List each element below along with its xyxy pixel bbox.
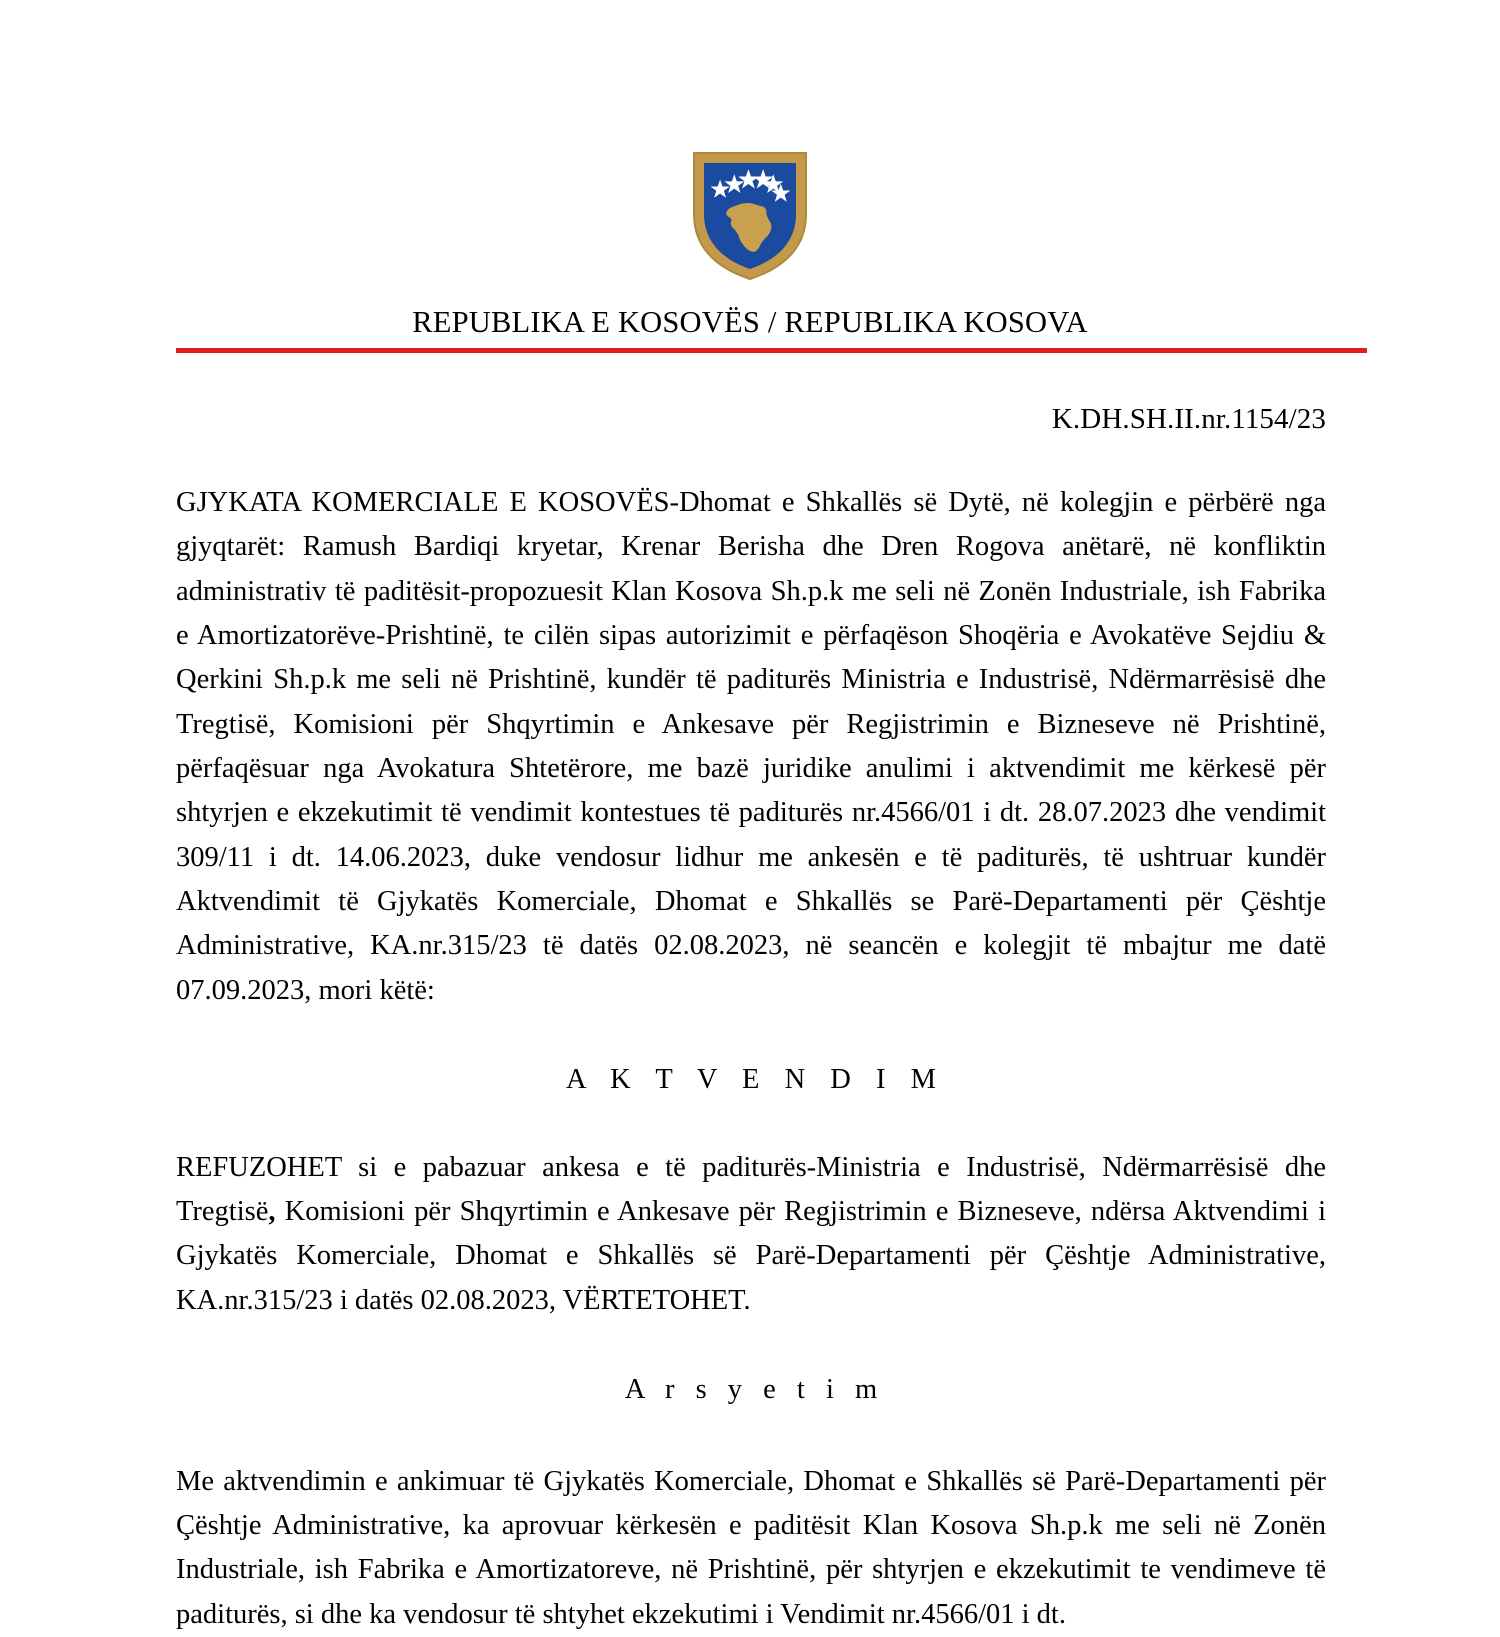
republic-title: REPUBLIKA E KOSOVËS / REPUBLIKA KOSOVA <box>412 305 1088 339</box>
case-number: K.DH.SH.II.nr.1154/23 <box>1051 403 1326 435</box>
kosovo-coat-of-arms-icon <box>691 150 809 282</box>
document-masthead <box>0 0 1500 340</box>
document-body <box>176 400 1326 1637</box>
intro-paragraph: GJYKATA KOMERCIALE E KOSOVËS-Dhomat e Shkallës së Dytë, në kolegjin e përbërë nga gjyqtarët: Ramush Bardiqi kryetar, Krenar Berisha dhe Dren Rogova anëtarë, në konfliktin administrativ të paditësit-propozuesit Klan Kosova Sh.p.k me seli në Zonën Industriale, ish Fabrika e Amortizatorëve-Prishtinë, te cilën sipas autorizimit e përfaqëson Shoqëria e Avokatëve Sejdiu & Qerkini Sh.p.k me seli në Prishtinë, kundër të paditurës Ministria e Industrisë, Ndërmarrësisë dhe Tregtisë, Komisioni për Shqyrtimin e Ankesave për Regjistrimin e Bizneseve në Prishtinë, përfaqësuar nga Avokatura Shtetërore, me bazë juridike anulimi i aktvendimit me kërkesë për shtyrjen e ekzekutimit të vendimit kontestues të paditurës nr.4566/01 i dt. 28.07.2023 dhe vendimit 309/11 i dt. 14.06.2023, duke vendosur lidhur me ankesën e të paditurës, të ushtruar kundër Aktvendimit të Gjykatës Komerciale, Dhomat e Shkallës se Parë-Departamenti për Çështje Administrative, KA.nr.315/23 të datës 02.08.2023, në seancën e kolegjit të mbajtur me datë 07.09.2023, mori këtë: <box>176 487 1326 1006</box>
decision-heading: A K T V E N D I M <box>566 1063 945 1095</box>
decision-text-part1: REFUZOHET si e pabazuar ankesa e të paditurës-Ministria e Industrisë, Ndërmarrësisë dhe Tregtisë <box>176 1151 1326 1227</box>
decision-paragraph <box>176 1146 1326 1323</box>
decision-text-part2: Komisioni për Shqyrtimin e Ankesave për Regjistrimin e Bizneseve, ndërsa Aktvendimi i Gjykatës Komerciale, Dhomat e Shkallës së Parë-Departamenti për Çështje Administrative, KA.nr.315/23 i datës 02.08.2023, VËRTETOHET. <box>176 1195 1326 1316</box>
decision-bold-comma: , <box>268 1195 276 1227</box>
reasoning-heading: A r s y e t i m <box>624 1373 885 1405</box>
reasoning-paragraph: Me aktvendimin e ankimuar të Gjykatës Komerciale, Dhomat e Shkallës së Parë-Departamenti për Çështje Administrative, ka aprovuar kërkesën e paditësit Klan Kosova Sh.p.k me seli në Zonën Industriale, ish Fabrika e Amortizatoreve, në Prishtinë, për shtyrjen e ekzekutimit te vendimeve të paditurës, si dhe ka vendosur të shtyhet ekzekutimi i Vendimit nr.4566/01 i dt. <box>176 1465 1326 1630</box>
header-divider-rule <box>176 348 1367 353</box>
